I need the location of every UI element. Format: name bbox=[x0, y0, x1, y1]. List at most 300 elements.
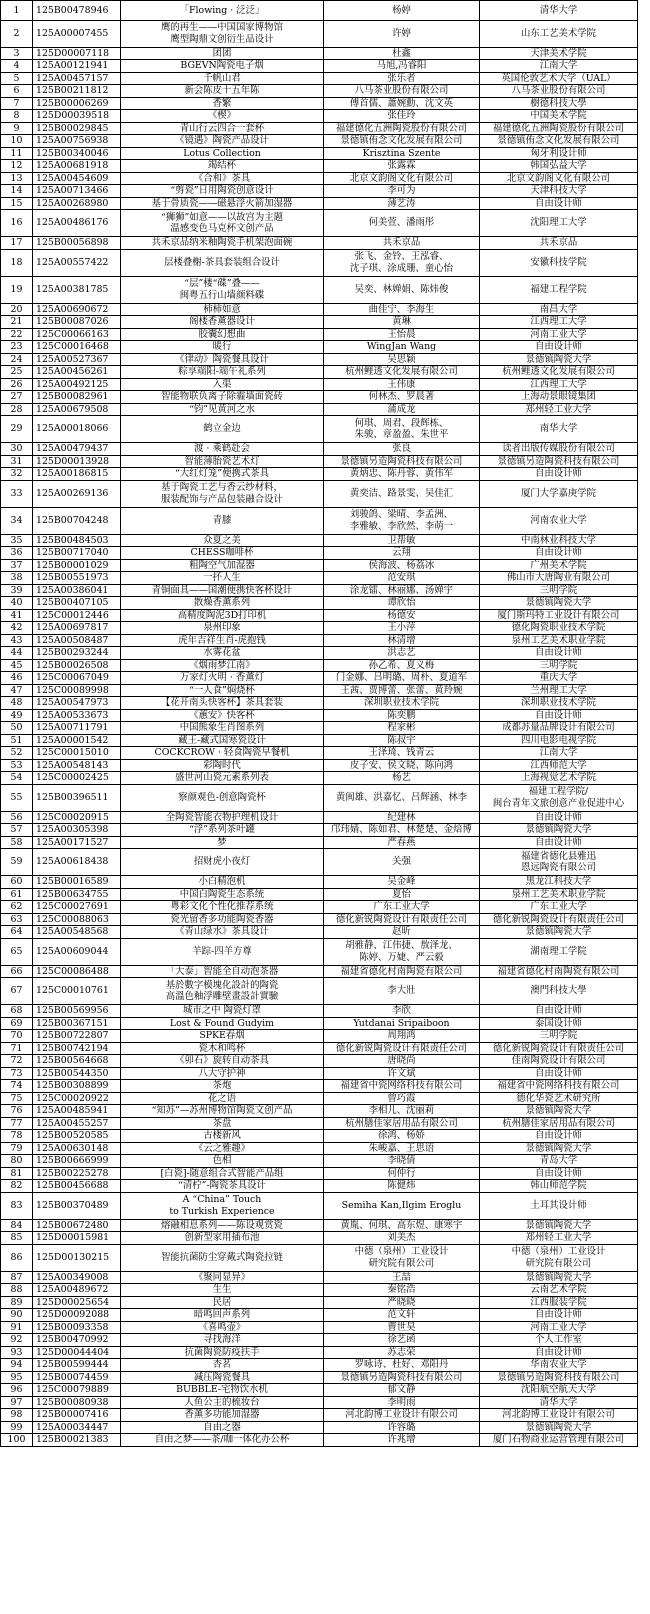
work-title: 共禾京品纳米釉陶瓷手机架泡面碗 bbox=[121, 237, 324, 250]
table-row bbox=[1, 353, 638, 366]
entry-code: 125D00092088 bbox=[33, 1309, 121, 1322]
table-row bbox=[1, 597, 638, 610]
row-number: 93 bbox=[1, 1346, 33, 1359]
table-row bbox=[1, 249, 638, 276]
table-row bbox=[1, 60, 638, 73]
affiliation: 德化华瓷艺术研究所 bbox=[480, 1092, 638, 1105]
entry-code: 125B00484503 bbox=[33, 534, 121, 547]
affiliation: 中德（泉州）工业设计 研究院有限公司 bbox=[480, 1244, 638, 1271]
entry-code: 125A00269136 bbox=[33, 480, 121, 507]
entry-code: 125D00007118 bbox=[33, 47, 121, 60]
affiliation: 景德镇陶瓷大学 bbox=[480, 353, 638, 366]
affiliation: 韩国弘益大学 bbox=[480, 160, 638, 173]
designers: 薄艺涛 bbox=[324, 197, 480, 210]
row-number: 13 bbox=[1, 172, 33, 185]
table-row bbox=[1, 276, 638, 303]
table-row bbox=[1, 403, 638, 416]
table-row bbox=[1, 1384, 638, 1397]
designers: 赵昕 bbox=[324, 926, 480, 939]
affiliation: 广州美术学院 bbox=[480, 559, 638, 572]
row-number: 32 bbox=[1, 468, 33, 481]
table-row bbox=[1, 901, 638, 914]
affiliation: 厦门大学嘉庚学院 bbox=[480, 480, 638, 507]
work-title: 八大守护神 bbox=[121, 1067, 324, 1080]
row-number: 99 bbox=[1, 1421, 33, 1434]
designers: 福建省中瓷网络科技有限公司 bbox=[324, 1080, 480, 1093]
affiliation: 河南工业大学 bbox=[480, 328, 638, 341]
affiliation: 江南大学 bbox=[480, 747, 638, 760]
entry-code: 125C00015010 bbox=[33, 747, 121, 760]
table-row bbox=[1, 1232, 638, 1245]
table-row bbox=[1, 1434, 638, 1447]
designers: 杨艺 bbox=[324, 772, 480, 785]
row-number: 30 bbox=[1, 443, 33, 456]
entry-code: 125C00020915 bbox=[33, 811, 121, 824]
affiliation: 八马茶业股份有限公司 bbox=[480, 85, 638, 98]
table-row bbox=[1, 913, 638, 926]
affiliation: 读者出版传媒股份有限公司 bbox=[480, 443, 638, 456]
table-row bbox=[1, 172, 638, 185]
work-title: 《烟雨梦江南》 bbox=[121, 659, 324, 672]
row-number: 73 bbox=[1, 1067, 33, 1080]
entry-code: 125B00666999 bbox=[33, 1155, 121, 1168]
table-row bbox=[1, 672, 638, 685]
entry-code: 125A00548568 bbox=[33, 926, 121, 939]
entry-code: 125B00225278 bbox=[33, 1167, 121, 1180]
row-number: 34 bbox=[1, 507, 33, 534]
entry-code: 125B00074459 bbox=[33, 1371, 121, 1384]
designers: 黄闽雄、洪嘉忆、吕辉涵、林李 bbox=[324, 784, 480, 811]
table-row bbox=[1, 1105, 638, 1118]
table-row bbox=[1, 1055, 638, 1068]
work-title: 瓷木和鸣杯 bbox=[121, 1042, 324, 1055]
entry-code: 125C00089998 bbox=[33, 684, 121, 697]
affiliation: 自由设计师 bbox=[480, 811, 638, 824]
entry-code: 125A00547973 bbox=[33, 697, 121, 710]
work-title: 香繁 bbox=[121, 97, 324, 110]
row-number: 71 bbox=[1, 1042, 33, 1055]
row-number: 65 bbox=[1, 938, 33, 965]
row-number: 3 bbox=[1, 47, 33, 60]
designers: 福建德化五洲陶瓷股份有限公司 bbox=[324, 122, 480, 135]
designers: Krisztina Szente bbox=[324, 147, 480, 160]
affiliation: 三明学院 bbox=[480, 1030, 638, 1043]
designers: 严晓晓 bbox=[324, 1296, 480, 1309]
row-number: 36 bbox=[1, 547, 33, 560]
affiliation: 景德镇陶瓷大学 bbox=[480, 1142, 638, 1155]
affiliation: 泰国设计师 bbox=[480, 1017, 638, 1030]
entry-code: 125B00006269 bbox=[33, 97, 121, 110]
row-number: 57 bbox=[1, 824, 33, 837]
entry-code: 125B00093358 bbox=[33, 1321, 121, 1334]
affiliation: 英国伦敦艺术大学（UAL） bbox=[480, 72, 638, 85]
entry-code: 125A00681918 bbox=[33, 160, 121, 173]
table-row bbox=[1, 926, 638, 939]
entry-code: 125B00704248 bbox=[33, 507, 121, 534]
designers: 八马茶业股份有限公司 bbox=[324, 85, 480, 98]
table-row bbox=[1, 697, 638, 710]
row-number: 77 bbox=[1, 1117, 33, 1130]
row-number: 67 bbox=[1, 978, 33, 1005]
entry-code: 125B00478946 bbox=[33, 1, 121, 21]
designers: 王茜、贾博蕾、张蕾、黄羚婉 bbox=[324, 684, 480, 697]
affiliation: 北京文韵阁文化有限公司 bbox=[480, 172, 638, 185]
entry-code: 125B00742194 bbox=[33, 1042, 121, 1055]
table-row bbox=[1, 1067, 638, 1080]
work-title: 《蕙安》快客杯 bbox=[121, 709, 324, 722]
work-title: 中国白陶瓷生态系统 bbox=[121, 888, 324, 901]
designers: 邝玮婧、陈如君、林楚楚、金焙博 bbox=[324, 824, 480, 837]
affiliation: 兰州理工大学 bbox=[480, 684, 638, 697]
row-number: 64 bbox=[1, 926, 33, 939]
row-number: 75 bbox=[1, 1092, 33, 1105]
affiliation: 韩山师范学院 bbox=[480, 1180, 638, 1193]
row-number: 45 bbox=[1, 659, 33, 672]
designers: 黄炳忠、陈丹蓉、黄伟军 bbox=[324, 468, 480, 481]
affiliation: 郑州轻工业大学 bbox=[480, 1232, 638, 1245]
row-number: 86 bbox=[1, 1244, 33, 1271]
designers: 胡雅静、江伟捷、敖泽龙、 陈婷、万婕、严云毅 bbox=[324, 938, 480, 965]
entry-code: 125B00016589 bbox=[33, 876, 121, 889]
affiliation: 匈牙利设计师 bbox=[480, 147, 638, 160]
table-row bbox=[1, 1005, 638, 1018]
affiliation: 泉州工艺美术职业学院 bbox=[480, 888, 638, 901]
entry-code: 125B00082961 bbox=[33, 391, 121, 404]
affiliation: 自由设计师 bbox=[480, 647, 638, 660]
work-title: 粤彩文化个性化推荐系统 bbox=[121, 901, 324, 914]
table-row bbox=[1, 978, 638, 1005]
entry-code: 125B00634755 bbox=[33, 888, 121, 901]
work-title: “清柠”-陶瓷茶具设计 bbox=[121, 1180, 324, 1193]
work-title: 层楼叠榭-茶具套装组合设计 bbox=[121, 249, 324, 276]
table-row bbox=[1, 938, 638, 965]
designers: 张佳玲 bbox=[324, 110, 480, 123]
affiliation: 自由设计师 bbox=[480, 1005, 638, 1018]
table-row bbox=[1, 1334, 638, 1347]
designers: 王泽琦、钱青云 bbox=[324, 747, 480, 760]
table-row bbox=[1, 888, 638, 901]
designers: 刘骏鸽、梁晴、李孟洲、 李雅敏、李欣然、李萌一 bbox=[324, 507, 480, 534]
entry-code: 125C00066163 bbox=[33, 328, 121, 341]
row-number: 11 bbox=[1, 147, 33, 160]
work-title: 基于陶瓷工艺与香云纱材料， 服装配饰与产品包装融合设计 bbox=[121, 480, 324, 507]
work-title: 千帆山君 bbox=[121, 72, 324, 85]
table-row bbox=[1, 1017, 638, 1030]
designers: 李晓倩 bbox=[324, 1155, 480, 1168]
row-number: 14 bbox=[1, 185, 33, 198]
entry-code: 125D00013928 bbox=[33, 455, 121, 468]
affiliation: 杭州膳佳家居用品有限公司 bbox=[480, 1117, 638, 1130]
designers: 李大壯 bbox=[324, 978, 480, 1005]
table-row bbox=[1, 1, 638, 21]
row-number: 80 bbox=[1, 1155, 33, 1168]
table-row bbox=[1, 722, 638, 735]
work-title: 青膝 bbox=[121, 507, 324, 534]
entry-code: 125A00756938 bbox=[33, 135, 121, 148]
affiliation: 福建工程学院 bbox=[480, 276, 638, 303]
row-number: 85 bbox=[1, 1232, 33, 1245]
table-row bbox=[1, 1346, 638, 1359]
designers: 苏志荣 bbox=[324, 1346, 480, 1359]
affiliation: 景德镇陶瓷大学 bbox=[480, 1219, 638, 1232]
row-number: 96 bbox=[1, 1384, 33, 1397]
table-row bbox=[1, 366, 638, 379]
designers: 景德镇侑念文化发展有限公司 bbox=[324, 135, 480, 148]
table-row bbox=[1, 1409, 638, 1422]
row-number: 21 bbox=[1, 316, 33, 329]
table-row bbox=[1, 197, 638, 210]
designers: 张露霖 bbox=[324, 160, 480, 173]
table-row bbox=[1, 634, 638, 647]
work-title: 杏茗 bbox=[121, 1359, 324, 1372]
table-row bbox=[1, 1130, 638, 1143]
entry-code: 125C00079889 bbox=[33, 1384, 121, 1397]
work-title: 中国熊象生肖图系列 bbox=[121, 722, 324, 735]
row-number: 39 bbox=[1, 584, 33, 597]
designers: 纪建林 bbox=[324, 811, 480, 824]
entry-code: 125A00713466 bbox=[33, 185, 121, 198]
work-title: “知苏”—苏州博物馆陶瓷文创产品 bbox=[121, 1105, 324, 1118]
entry-code: 125A00557422 bbox=[33, 249, 121, 276]
table-row bbox=[1, 72, 638, 85]
work-title: 寻找海洋 bbox=[121, 1334, 324, 1347]
affiliation: 沈阳理工大学 bbox=[480, 210, 638, 237]
designers: WingJan Wang bbox=[324, 341, 480, 354]
designers: 谭欣怡 bbox=[324, 597, 480, 610]
designers: 许容璐 bbox=[324, 1421, 480, 1434]
table-row bbox=[1, 316, 638, 329]
affiliation: 佛山市大唐陶业有限公司 bbox=[480, 572, 638, 585]
designers: 徐鸿、杨娇 bbox=[324, 1130, 480, 1143]
work-title: 鹤立金边 bbox=[121, 416, 324, 443]
row-number: 46 bbox=[1, 672, 33, 685]
work-title: 粽享端阳-端午礼系列 bbox=[121, 366, 324, 379]
table-row bbox=[1, 378, 638, 391]
work-title: 人鱼公主的梳妆台 bbox=[121, 1396, 324, 1409]
table-row bbox=[1, 391, 638, 404]
affiliation: 景德镇陶瓷大学 bbox=[480, 824, 638, 837]
designers: Yutdanai Sripaiboon bbox=[324, 1017, 480, 1030]
row-number: 95 bbox=[1, 1371, 33, 1384]
affiliation: 厦门斯玛特工业设计有限公司 bbox=[480, 609, 638, 622]
table-row bbox=[1, 734, 638, 747]
designers: 秦铭浩 bbox=[324, 1284, 480, 1297]
entry-code: 125B00021383 bbox=[33, 1434, 121, 1447]
work-title: 招财虎小夜灯 bbox=[121, 849, 324, 876]
row-number: 25 bbox=[1, 366, 33, 379]
work-title: 万家灯火明 · 香薰灯 bbox=[121, 672, 324, 685]
row-number: 23 bbox=[1, 341, 33, 354]
table-row bbox=[1, 237, 638, 250]
table-row bbox=[1, 303, 638, 316]
affiliation: 上海视觉艺术学院 bbox=[480, 772, 638, 785]
row-number: 1 bbox=[1, 1, 33, 21]
table-row bbox=[1, 1155, 638, 1168]
affiliation: 自由设计师 bbox=[480, 1130, 638, 1143]
row-number: 94 bbox=[1, 1359, 33, 1372]
work-title: 香薰多功能加湿器 bbox=[121, 1409, 324, 1422]
table-row bbox=[1, 759, 638, 772]
designers: 王喆 bbox=[324, 1271, 480, 1284]
work-title: 「Flowing · 泛泛」 bbox=[121, 1, 324, 21]
table-row bbox=[1, 1309, 638, 1322]
work-title: 茶盘 bbox=[121, 1117, 324, 1130]
entry-code: 125A00171527 bbox=[33, 836, 121, 849]
row-number: 83 bbox=[1, 1192, 33, 1219]
table-row bbox=[1, 210, 638, 237]
entry-code: 125C00086488 bbox=[33, 965, 121, 978]
entry-code: 125A00479437 bbox=[33, 443, 121, 456]
designers: 杭州鲤透文化发展有限公司 bbox=[324, 366, 480, 379]
work-title: 《合和》茶具 bbox=[121, 172, 324, 185]
table-row bbox=[1, 534, 638, 547]
work-title: 生生 bbox=[121, 1284, 324, 1297]
table-body bbox=[1, 1, 638, 1447]
entry-code: 125A00455257 bbox=[33, 1117, 121, 1130]
designers: 唐晓尚 bbox=[324, 1055, 480, 1068]
work-title: 柿柿如意 bbox=[121, 303, 324, 316]
row-number: 69 bbox=[1, 1017, 33, 1030]
designers: 夏怡 bbox=[324, 888, 480, 901]
row-number: 12 bbox=[1, 160, 33, 173]
table-row bbox=[1, 547, 638, 560]
affiliation: 德化新锐陶瓷设计有限责任公司 bbox=[480, 913, 638, 926]
work-title: 「大泰」智能全自动泡茶器 bbox=[121, 965, 324, 978]
work-title: 【花开南头快客杯】茶具套装 bbox=[121, 697, 324, 710]
work-title: Lotus Collection bbox=[121, 147, 324, 160]
entry-code: 125A00492125 bbox=[33, 378, 121, 391]
work-title: 色相 bbox=[121, 1155, 324, 1168]
affiliation: 福建工程学院/ 闽台青年文旅创意产业促进中心 bbox=[480, 784, 638, 811]
work-title: 一抔人生 bbox=[121, 572, 324, 585]
row-number: 78 bbox=[1, 1130, 33, 1143]
affiliation: 三明学院 bbox=[480, 659, 638, 672]
designers: 李可为 bbox=[324, 185, 480, 198]
work-title: 察颜观色-创意陶瓷杯 bbox=[121, 784, 324, 811]
designers: 李欣 bbox=[324, 1005, 480, 1018]
designers: 河北韵博工业设计有限公司 bbox=[324, 1409, 480, 1422]
work-title: 水雾花盆 bbox=[121, 647, 324, 660]
table-row bbox=[1, 122, 638, 135]
affiliation: 景德镇陶瓷大学 bbox=[480, 1271, 638, 1284]
entry-code: 125A00386041 bbox=[33, 584, 121, 597]
entry-code: 125D00039518 bbox=[33, 110, 121, 123]
affiliation: 三明学院 bbox=[480, 584, 638, 597]
affiliation: 个人工作室 bbox=[480, 1334, 638, 1347]
entry-code: 125B00080938 bbox=[33, 1396, 121, 1409]
entry-code: 125A00001542 bbox=[33, 734, 121, 747]
row-number: 62 bbox=[1, 901, 33, 914]
designers: 杨德安 bbox=[324, 609, 480, 622]
affiliation: 河南工业大学 bbox=[480, 1321, 638, 1334]
row-number: 60 bbox=[1, 876, 33, 889]
table-row bbox=[1, 1092, 638, 1105]
row-number: 84 bbox=[1, 1219, 33, 1232]
designers: 吴奕、林婵娟、陈炜俊 bbox=[324, 276, 480, 303]
work-title: 《卯石》旋转自动茶具 bbox=[121, 1055, 324, 1068]
affiliation: 黑龙江科技大学 bbox=[480, 876, 638, 889]
designers: 何仲行 bbox=[324, 1167, 480, 1180]
designers: 吴金峰 bbox=[324, 876, 480, 889]
table-row bbox=[1, 584, 638, 597]
work-title: 青铜面具——国潮便携快客杯设计 bbox=[121, 584, 324, 597]
table-row bbox=[1, 559, 638, 572]
work-title: “剪瓷”日用陶瓷创意设计 bbox=[121, 185, 324, 198]
designers: 孙乙希、夏义梅 bbox=[324, 659, 480, 672]
entry-code: 125B00056898 bbox=[33, 237, 121, 250]
row-number: 63 bbox=[1, 913, 33, 926]
designers: 景德镇另造陶瓷科技有限公司 bbox=[324, 1371, 480, 1384]
entry-code: 125B00029845 bbox=[33, 122, 121, 135]
table-row bbox=[1, 772, 638, 785]
entry-code: 125D00015981 bbox=[33, 1232, 121, 1245]
entry-code: 125B00308899 bbox=[33, 1080, 121, 1093]
entry-code: 125A00533673 bbox=[33, 709, 121, 722]
entry-code: 125A00609044 bbox=[33, 938, 121, 965]
affiliation: 自由设计师 bbox=[480, 709, 638, 722]
table-row bbox=[1, 824, 638, 837]
affiliation: 天津科技大学 bbox=[480, 185, 638, 198]
work-title: 暖行 bbox=[121, 341, 324, 354]
row-number: 16 bbox=[1, 210, 33, 237]
affiliation: 福建省德化村南陶瓷有限公司 bbox=[480, 965, 638, 978]
work-title: “大红灯笼”便携式茶具 bbox=[121, 468, 324, 481]
entry-code: 125C00002425 bbox=[33, 772, 121, 785]
table-row bbox=[1, 1117, 638, 1130]
work-title: 全陶瓷智能衣物护理机设计 bbox=[121, 811, 324, 824]
table-row bbox=[1, 572, 638, 585]
table-row bbox=[1, 747, 638, 760]
work-title: “层”楼“碟”叠—— 闽粤五行山墙颜料碟 bbox=[121, 276, 324, 303]
row-number: 87 bbox=[1, 1271, 33, 1284]
affiliation: 泉州工艺美术职业学院 bbox=[480, 634, 638, 647]
work-title: 《楔》 bbox=[121, 110, 324, 123]
designers: 福建省德化村南陶瓷有限公司 bbox=[324, 965, 480, 978]
table-row bbox=[1, 468, 638, 481]
row-number: 17 bbox=[1, 237, 33, 250]
entry-code: 125A00486176 bbox=[33, 210, 121, 237]
designers: 杜鑫 bbox=[324, 47, 480, 60]
row-number: 26 bbox=[1, 378, 33, 391]
designers: 李明雨 bbox=[324, 1396, 480, 1409]
row-number: 35 bbox=[1, 534, 33, 547]
row-number: 81 bbox=[1, 1167, 33, 1180]
affiliation: 景德镇另造陶瓷科技有限公司 bbox=[480, 1371, 638, 1384]
affiliation: 福建省中瓷网络科技有限公司 bbox=[480, 1080, 638, 1093]
designers: 吴思颖 bbox=[324, 353, 480, 366]
affiliation: 共禾京品 bbox=[480, 237, 638, 250]
affiliation: 福建省德化县雅迅 恩远陶瓷有限公司 bbox=[480, 849, 638, 876]
affiliation: 江西理工大学 bbox=[480, 378, 638, 391]
entry-code: 125B00520585 bbox=[33, 1130, 121, 1143]
row-number: 9 bbox=[1, 122, 33, 135]
row-number: 43 bbox=[1, 634, 33, 647]
designers: 曹世昊 bbox=[324, 1321, 480, 1334]
affiliation: 景德镇另造陶瓷科技有限公司 bbox=[480, 455, 638, 468]
work-title: 团团 bbox=[121, 47, 324, 60]
table-row bbox=[1, 47, 638, 60]
work-title: 《镜遇》陶瓷产品设计 bbox=[121, 135, 324, 148]
designers: 许婷 bbox=[324, 20, 480, 47]
designers: 范文轩 bbox=[324, 1309, 480, 1322]
affiliation: 天津美术学院 bbox=[480, 47, 638, 60]
affiliation: 江南大学 bbox=[480, 60, 638, 73]
row-number: 10 bbox=[1, 135, 33, 148]
work-title: 散燥香薰系列 bbox=[121, 597, 324, 610]
work-title: 古楼新风 bbox=[121, 1130, 324, 1143]
row-number: 28 bbox=[1, 403, 33, 416]
work-title: “浮”系列茶叶罐 bbox=[121, 824, 324, 837]
